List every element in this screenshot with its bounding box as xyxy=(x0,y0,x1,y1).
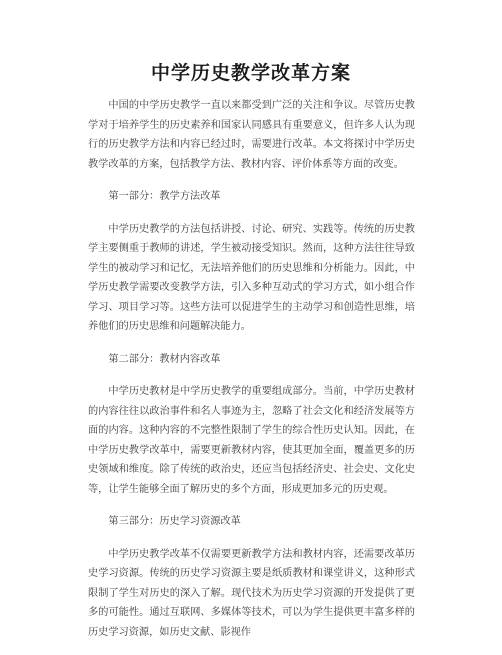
section-heading-textbook-content: 第二部分：教材内容改革 xyxy=(108,353,221,365)
section-paragraph-learning-resources: 中学历史教学改革不仅需要更新教学方法和教材内容，还需要改革历史学习资源。传统的历史学习资源主要是纸质教材和课堂讲义，这种形式限制了学生对历史的深入了解。现代技术为历史学习资源的开发提供了更多的可能性。通过互联网、多媒体等技术，可以为学生提供更丰富多样的历史学习资源，如历史文献、影视作 xyxy=(88,548,415,638)
section-heading-learning-resources: 第三部分：历史学习资源改革 xyxy=(108,516,241,527)
document-title: 中学历史教学改革方案 xyxy=(150,62,351,84)
section-paragraph-teaching-methods: 中学历史教学的方法包括讲授、讨论、研究、实践等。传统的历史教学主要侧重于教师的讲述，学生被动接受知识。然而，这种方法往往导致学生的被动学习和记忆，无法培养他们的历史思维和分析能力。因此，中学历史教学需要改变教学方法，引入多种互动式的学习方式，如小组合作学习、项目学习等。这些方法可以促进学生的主动学习和创造性思维，培养他们的历史思维和问题解决能力。 xyxy=(88,223,415,332)
document-body xyxy=(88,96,415,655)
intro-paragraph: 中国的中学历史教学一直以来都受到广泛的关注和争议。尽管历史教学对于培养学生的历史素养和国家认同感具有重要意义，但许多人认为现行的历史教学方法和内容已经过时，需要进行改革。本文将探讨中学历史教学改革的方案，包括教学方法、教材内容、评价体系等方面的改变。 xyxy=(88,100,415,170)
section-heading-teaching-methods: 第一部分：教学方法改革 xyxy=(108,191,221,202)
section-paragraph-textbook-content: 中学历史教材是中学历史教学的重要组成部分。当前，中学历史教材的内容往往以政治事件和名人事迹为主，忽略了社会文化和经济发展等方面的内容。这种内容的不完整性限制了学生的综合性历史认知。因此，在中学历史教学改革中，需要更新教材内容，使其更加全面，覆盖更多的历史领域和维度。除了传统的政治史，还应当包括经济史、社会史、文化史等，让学生能够全面了解历史的多个方面，形成更加多元的历史观。 xyxy=(88,386,415,495)
